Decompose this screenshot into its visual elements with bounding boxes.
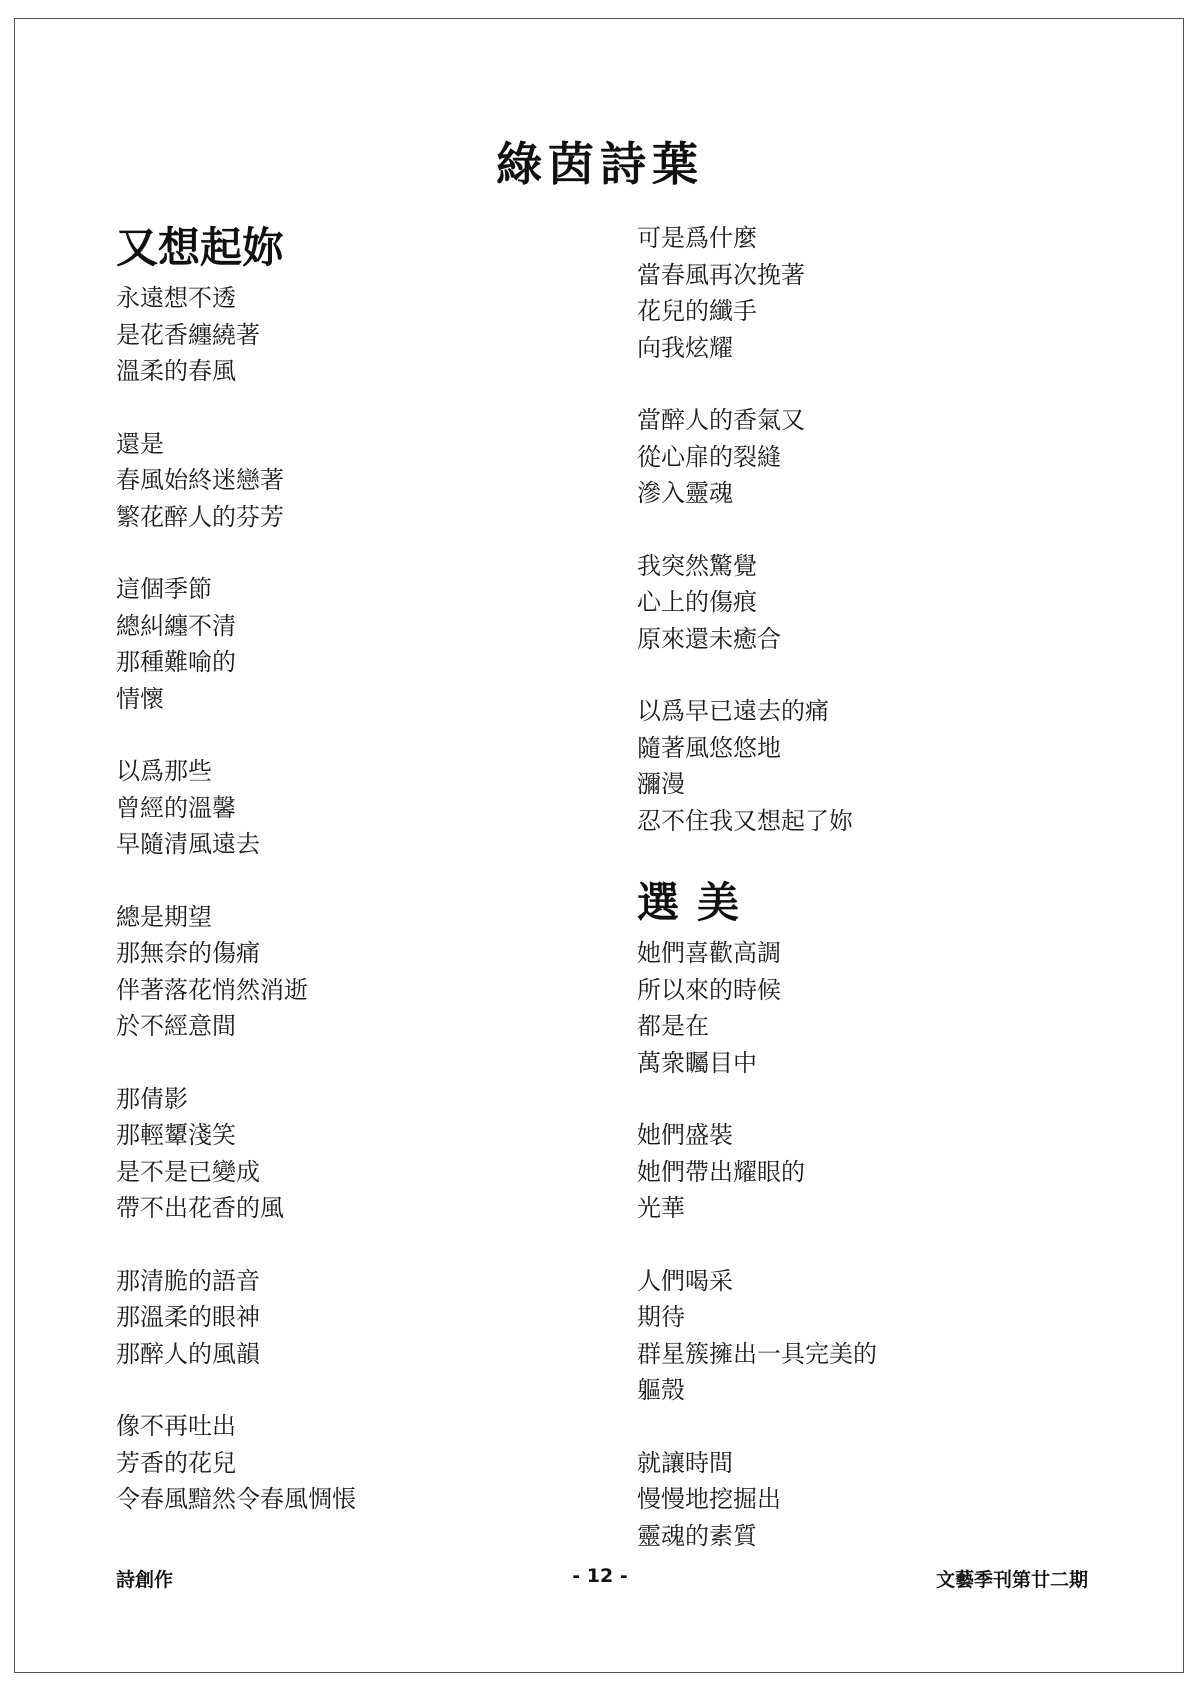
poem-body	[637, 935, 1117, 1554]
poem-line: 以爲那些	[116, 757, 212, 785]
poem-line: 總是期望	[116, 902, 212, 931]
poem-line: 光華	[637, 1194, 685, 1222]
poem-line: 總糾纏不清	[116, 611, 236, 640]
poem-line: 就讓時間	[637, 1448, 733, 1477]
poem-line: 春風始終迷戀著	[116, 466, 284, 494]
stanza	[116, 426, 596, 536]
poem-body	[116, 280, 596, 1518]
stanza	[637, 220, 1117, 366]
poem-line: 花兒的纖手	[637, 297, 757, 325]
poem-line: 那醉人的風韻	[116, 1339, 260, 1368]
stanza	[637, 935, 1117, 1081]
poem-line: 她們帶出耀眼的	[637, 1157, 805, 1186]
poem-body-continued	[637, 220, 1117, 839]
poem-line: 都是在	[637, 1012, 709, 1040]
poem-line: 她們盛裝	[637, 1121, 733, 1149]
stanza	[637, 402, 1117, 512]
poem-line: 永遠想不透	[116, 284, 236, 312]
poem-line: 萬衆矚目中	[637, 1048, 757, 1077]
poem-line: 人們喝采	[637, 1266, 733, 1295]
stanza	[116, 571, 596, 717]
poem-line: 那無奈的傷痛	[116, 939, 260, 967]
poem-line: 軀殼	[637, 1376, 685, 1404]
poem-line: 還是	[116, 429, 164, 458]
poem-line: 伴著落花悄然消逝	[116, 975, 308, 1004]
poem-line: 那清脆的語音	[116, 1266, 260, 1295]
poem-line: 那種難喻的	[116, 648, 236, 676]
poem-line: 當春風再次挽著	[637, 260, 805, 289]
left-column	[116, 220, 596, 1554]
poem-line: 那倩影	[116, 1084, 188, 1113]
stanza	[116, 280, 596, 390]
poem-line: 曾經的溫馨	[116, 793, 236, 822]
poem-line: 芳香的花兒	[116, 1448, 236, 1477]
poem-line: 當醉人的香氣又	[637, 406, 805, 434]
poem-line: 所以來的時候	[637, 975, 781, 1004]
poem-line: 情懷	[116, 684, 164, 713]
poem-line: 從心扉的裂縫	[637, 442, 781, 471]
poem-line: 以爲早已遠去的痛	[637, 697, 829, 725]
poem-line: 早隨清風遠去	[116, 830, 260, 858]
poem-line: 繁花醉人的芬芳	[116, 502, 284, 531]
footer-publication: 文藝季刊第廿二期	[935, 1569, 1088, 1591]
footer-section-name: 詩創作	[116, 1569, 174, 1591]
stanza	[637, 693, 1117, 839]
poem-title: 選美	[637, 878, 758, 927]
poem-line: 於不經意間	[116, 1012, 236, 1040]
stanza	[637, 548, 1117, 658]
poem-line: 像不再吐出	[116, 1412, 236, 1440]
right-column	[637, 220, 1117, 1590]
poem-line: 靈魂的素質	[637, 1521, 757, 1550]
stanza	[116, 753, 596, 863]
stanza	[116, 1081, 596, 1227]
section-title: 綠茵詩葉	[496, 137, 704, 191]
poem-line: 她們喜歡高調	[637, 939, 781, 967]
page-number: - 12 -	[572, 1565, 628, 1587]
stanza	[637, 1263, 1117, 1409]
poem-line: 那溫柔的眼神	[116, 1303, 260, 1331]
poem-line: 心上的傷痕	[637, 588, 757, 616]
poem-line: 可是爲什麼	[637, 224, 757, 252]
poem-line: 隨著風悠悠地	[637, 733, 781, 762]
poem-title: 又想起妳	[116, 223, 285, 272]
poem-line: 是花香纏繞著	[116, 320, 260, 349]
poem-line: 原來還未癒合	[637, 624, 781, 653]
poem-line: 向我炫耀	[637, 333, 733, 362]
poem-line: 我突然驚覺	[637, 551, 757, 580]
poem-line: 瀰漫	[637, 770, 685, 798]
stanza	[637, 1445, 1117, 1555]
poem-line: 慢慢地挖掘出	[637, 1485, 781, 1513]
poem-line: 帶不出花香的風	[116, 1194, 284, 1222]
stanza	[116, 1263, 596, 1373]
poem-line: 是不是已變成	[116, 1157, 260, 1186]
stanza	[116, 1408, 596, 1518]
poem-line: 這個季節	[116, 575, 212, 603]
stanza	[116, 899, 596, 1045]
poem-line: 滲入靈魂	[637, 479, 733, 507]
poem-line: 期待	[637, 1303, 685, 1331]
poem-line: 那輕顰淺笑	[116, 1121, 236, 1149]
poem-line: 忍不住我又想起了妳	[637, 806, 853, 835]
poem-line: 溫柔的春風	[116, 357, 236, 385]
poem-line: 令春風黯然令春風惆悵	[116, 1485, 356, 1513]
stanza	[637, 1117, 1117, 1227]
poem-line: 群星簇擁出一具完美的	[637, 1339, 877, 1368]
